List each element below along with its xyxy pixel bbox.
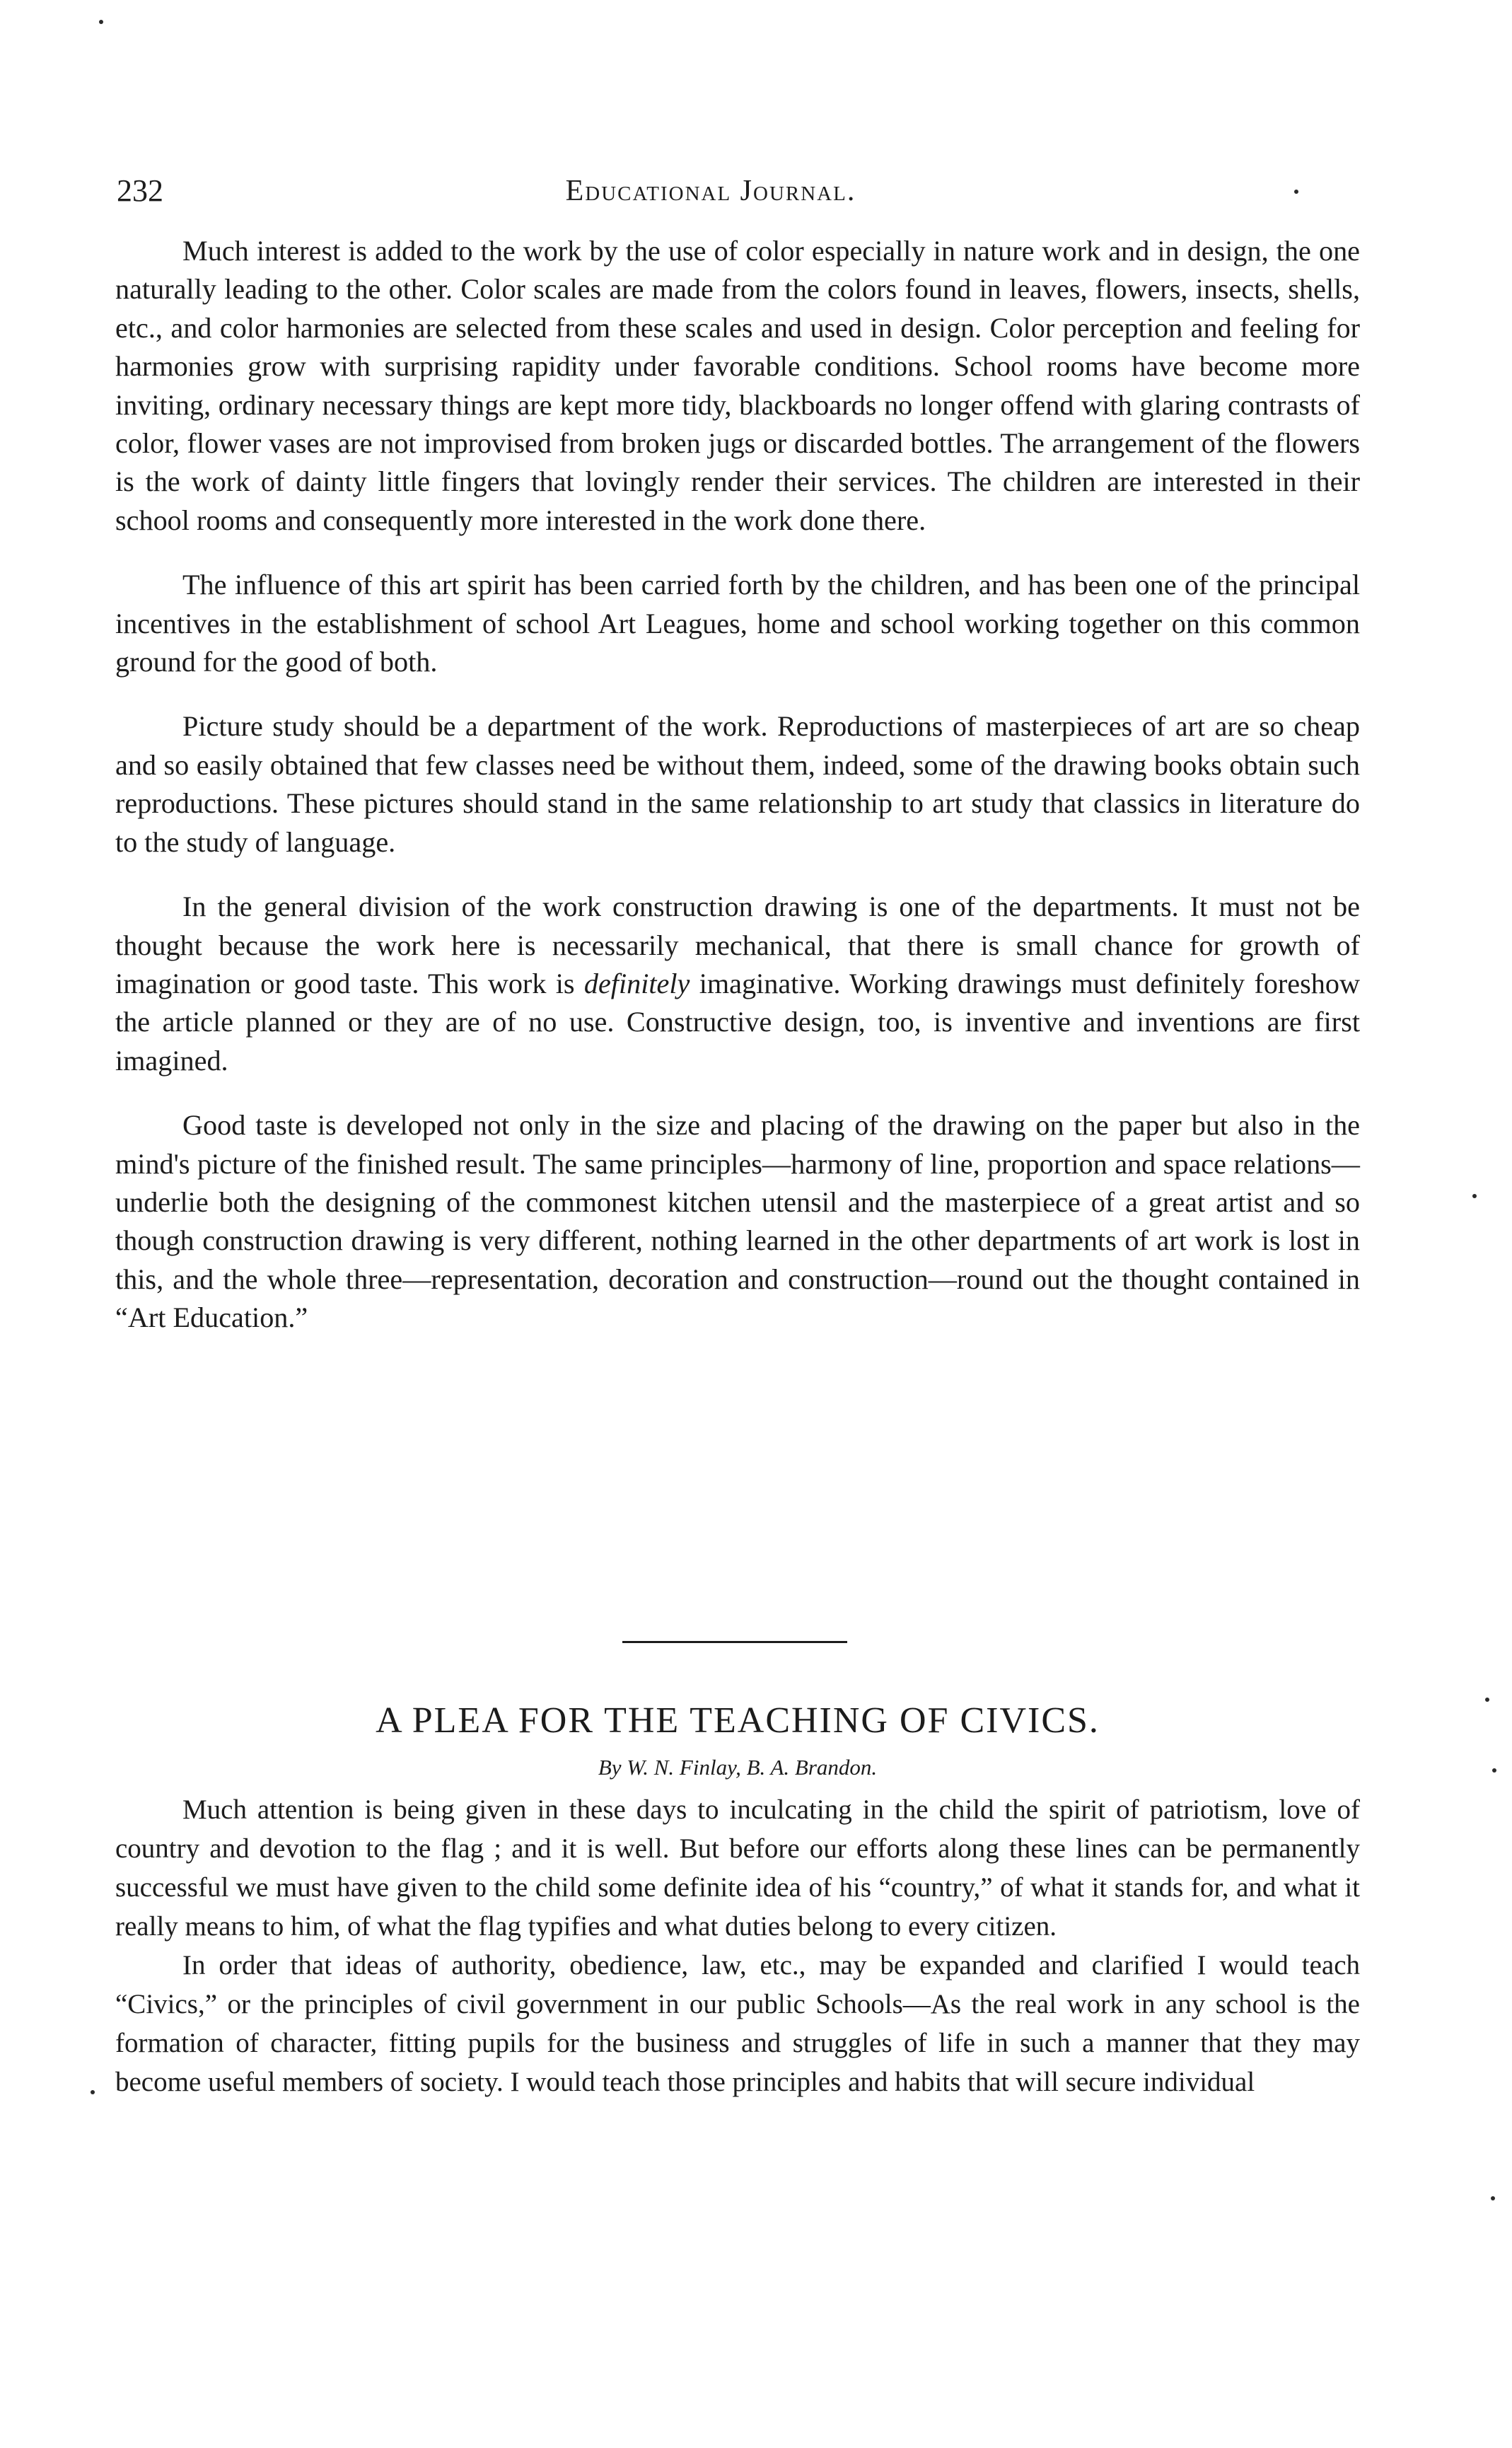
stray-mark [91,2090,95,2094]
paragraph-text: imaginative. Working drawings must definitely foreshow the article planned or they are of no use. Constructive design, too, is inventive and inventions are first imagined. [115,967,1360,1077]
civics-article [115,1694,1360,2101]
running-head [117,170,1305,212]
stray-mark [1485,1698,1489,1702]
article-paragraph: In order that ideas of authority, obedience, law, etc., may be expanded and clarified I would teach “Civics,” or the principles of civil government in our public Schools—As the real work in any school is the formation of character, fitting pupils for the business and struggles of life in such a manner that they may become useful members of society. I would teach those principles and habits that will secure individual [115,1950,1360,2097]
stray-mark [1472,1194,1477,1198]
paragraph-good-taste: Good taste is developed not only in the size and placing of the drawing on the paper but also in the mind's picture of the finished result. The same principles—harmony of line, proportion and space relations—underlie both the designing of the commonest kitchen utensil and the masterpiece of a great artist and so though construction drawing is very different, nothing learned in the other departments of art work is lost in this, and the whole three—representation, decoration and construction—round out the thought contained in “Art Education.” [115,1109,1360,1334]
paragraph-picture-study: Picture study should be a department of the work. Reproductions of masterpieces of art are so cheap and so easily obtained that few classes need be without them, indeed, some of the drawing books obtain such reproductions. These pictures should stand in the same relationship to art study that classics in literature do to the study of language. [115,710,1360,858]
stray-mark [99,20,103,24]
journal-title: Educational Journal. [565,175,856,207]
paragraph-art-spirit: The influence of this art spirit has been carried forth by the children, and has been one of the principal incentives in the establishment of school Art Leagues, home and school working together on this common ground for the good of both. [115,569,1360,678]
stray-mark [1294,190,1298,194]
article-paragraph: Much attention is being given in these days to inculcating in the child the spirit of patriotism, love of country and devotion to the flag ; and it is well. But before our efforts along these lines can be permanently successful we must have given to the child some definite idea of his “country,” of what it stands for, and what it really means to him, of what the flag typifies and what duties belong to every citizen. [115,1794,1360,1942]
article-byline: By W. N. Finlay, B. A. Brandon. [598,1755,878,1780]
stray-mark [1491,2196,1495,2200]
stray-mark [1492,1768,1496,1773]
article-title: A PLEA FOR THE TEACHING OF CIVICS. [376,1700,1100,1741]
section-divider [622,1641,847,1643]
paragraph-construction-drawing [115,888,1360,1080]
paragraph-text: In the general division of the work construction drawing is one of the departments. It must not be thought because the work here is necessarily mechanical, that there is small chance for growth of imagination or good taste. This work is [115,891,1360,999]
emphasized-word: definitely [583,967,690,999]
body-text [115,232,1360,1364]
paragraph-color-work: Much interest is added to the work by the use of color especially in nature work and in design, the one naturally leading to the other. Color scales are made from the colors found in leaves, flowers, insects, shells, etc., and color harmonies are selected from these scales and used in design. Color perception and feeling for harmonies grow with surprising rapidity under favorable conditions. School rooms have become more inviting, ordinary necessary things are kept more tidy, blackboards no longer offend with glaring contrasts of color, flower vases are not improvised from broken jugs or discarded bottles. The arrangement of the flowers is the work of dainty little fingers that lovingly render their services. The children are interested in their school rooms and consequently more interested in the work done there. [115,235,1360,536]
page-number: 232 [117,173,163,208]
